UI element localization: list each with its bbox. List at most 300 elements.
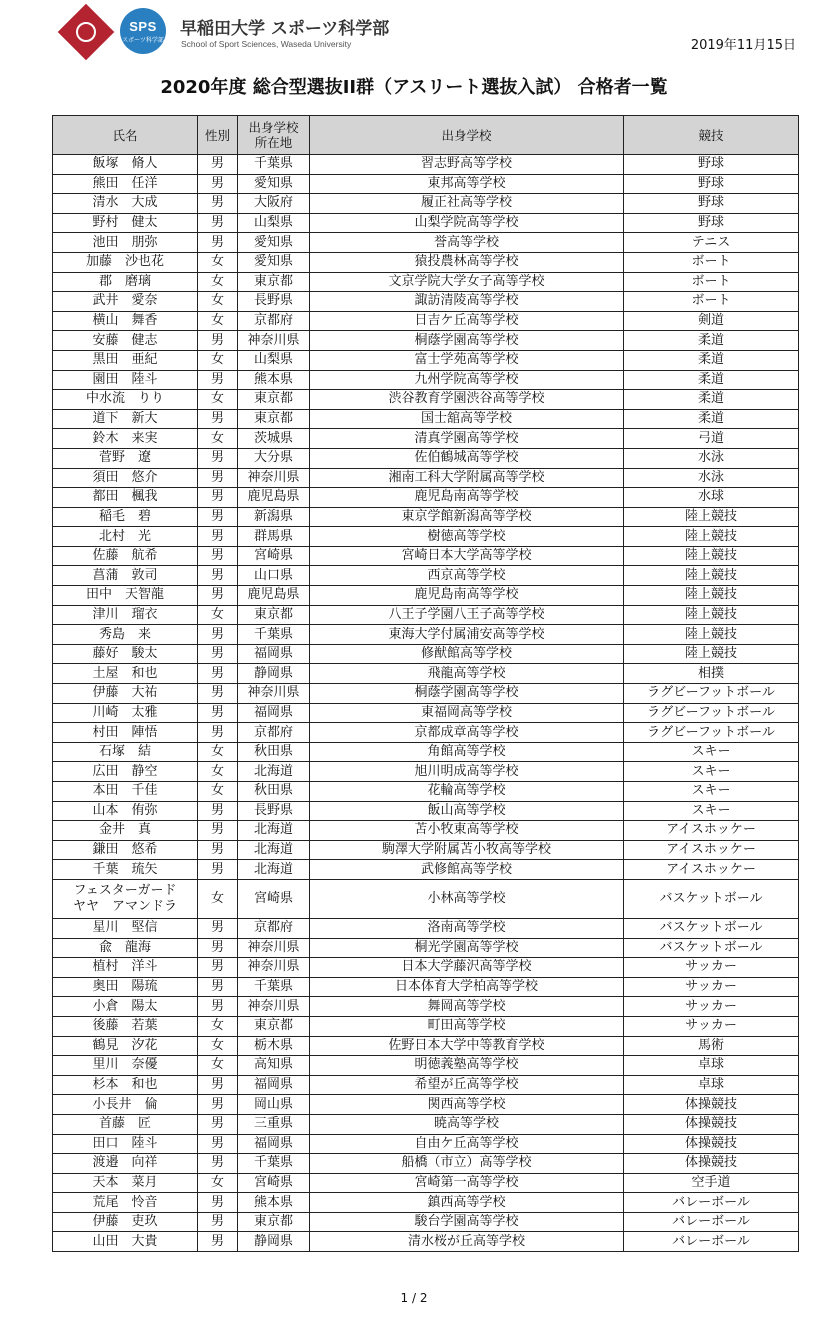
cell-school: 飯山高等学校 xyxy=(310,801,624,821)
cell-name: 首藤 匠 xyxy=(53,1114,198,1134)
cell-school: 東京学館新潟高等学校 xyxy=(310,507,624,527)
table-row xyxy=(53,879,799,918)
cell-school: 角館高等学校 xyxy=(310,742,624,762)
cell-region: 北海道 xyxy=(238,860,310,880)
cell-gender: 男 xyxy=(198,174,238,194)
cell-sport: 剣道 xyxy=(624,311,799,331)
table-row xyxy=(53,625,799,645)
cell-gender: 男 xyxy=(198,468,238,488)
cell-school: 佐伯鶴城高等学校 xyxy=(310,448,624,468)
cell-gender: 男 xyxy=(198,233,238,253)
table-row xyxy=(53,370,799,390)
cell-region: 福岡県 xyxy=(238,1134,310,1154)
cell-school: 湘南工科大学附属高等学校 xyxy=(310,468,624,488)
col-header-gender: 性別 xyxy=(198,116,238,155)
cell-gender: 男 xyxy=(198,409,238,429)
cell-gender: 男 xyxy=(198,1212,238,1232)
cell-gender: 女 xyxy=(198,1056,238,1076)
cell-sport: バスケットボール xyxy=(624,918,799,938)
col-header-sport: 競技 xyxy=(624,116,799,155)
cell-gender: 男 xyxy=(198,507,238,527)
cell-sport: 陸上競技 xyxy=(624,527,799,547)
cell-sport: 野球 xyxy=(624,213,799,233)
cell-school: 暁高等学校 xyxy=(310,1114,624,1134)
cell-region: 鹿児島県 xyxy=(238,488,310,508)
cell-region: 東京都 xyxy=(238,390,310,410)
cell-name: 野村 健太 xyxy=(53,213,198,233)
cell-school: 旭川明成高等学校 xyxy=(310,762,624,782)
cell-school: 飛龍高等学校 xyxy=(310,664,624,684)
cell-sport: バスケットボール xyxy=(624,938,799,958)
table-row xyxy=(53,1095,799,1115)
cell-name: 植村 洋斗 xyxy=(53,958,198,978)
cell-region: 京都府 xyxy=(238,918,310,938)
cell-school: 宮崎日本大学高等学校 xyxy=(310,546,624,566)
cell-region: 東京都 xyxy=(238,409,310,429)
table-row xyxy=(53,1173,799,1193)
cell-region: 愛知県 xyxy=(238,233,310,253)
university-name: 早稲田大学 スポーツ科学部 xyxy=(180,19,390,39)
admissions-table xyxy=(52,115,799,1252)
cell-school: 鹿児島南高等学校 xyxy=(310,586,624,606)
cell-name: 藤好 駿太 xyxy=(53,644,198,664)
cell-name: 中水流 りり xyxy=(53,390,198,410)
cell-gender: 男 xyxy=(198,938,238,958)
cell-gender: 男 xyxy=(198,213,238,233)
cell-sport: バスケットボール xyxy=(624,879,799,918)
cell-gender: 女 xyxy=(198,390,238,410)
cell-school: 苫小牧東高等学校 xyxy=(310,821,624,841)
cell-school: 船橋（市立）高等学校 xyxy=(310,1154,624,1174)
cell-name: 本田 千佳 xyxy=(53,782,198,802)
table-row xyxy=(53,801,799,821)
cell-region: 山梨県 xyxy=(238,350,310,370)
cell-name: 山田 大貴 xyxy=(53,1232,198,1252)
cell-gender: 女 xyxy=(198,252,238,272)
cell-region: 千葉県 xyxy=(238,1154,310,1174)
cell-school: 宮崎第一高等学校 xyxy=(310,1173,624,1193)
cell-school: 鎮西高等学校 xyxy=(310,1193,624,1213)
cell-name: フェスターガード ヤヤ アマンドラ xyxy=(53,879,198,918)
cell-school: 渋谷教育学園渋谷高等学校 xyxy=(310,390,624,410)
cell-region: 福岡県 xyxy=(238,703,310,723)
cell-name: 飯塚 脩人 xyxy=(53,155,198,175)
cell-school: 駿台学園高等学校 xyxy=(310,1212,624,1232)
cell-gender: 男 xyxy=(198,1232,238,1252)
cell-region: 東京都 xyxy=(238,272,310,292)
table-row xyxy=(53,311,799,331)
cell-sport: スキー xyxy=(624,742,799,762)
cell-school: 洛南高等学校 xyxy=(310,918,624,938)
cell-school: 武修館高等学校 xyxy=(310,860,624,880)
cell-gender: 男 xyxy=(198,1075,238,1095)
cell-school: 京都成章高等学校 xyxy=(310,723,624,743)
cell-region: 京都府 xyxy=(238,723,310,743)
cell-region: 鹿児島県 xyxy=(238,586,310,606)
cell-name: 伊藤 吏玖 xyxy=(53,1212,198,1232)
waseda-crest-icon xyxy=(58,4,115,61)
cell-gender: 男 xyxy=(198,664,238,684)
cell-region: 宮崎県 xyxy=(238,879,310,918)
cell-school: 日吉ケ丘高等学校 xyxy=(310,311,624,331)
cell-gender: 男 xyxy=(198,1134,238,1154)
table-row xyxy=(53,448,799,468)
cell-name: 熊田 任洋 xyxy=(53,174,198,194)
table-row xyxy=(53,429,799,449)
cell-gender: 女 xyxy=(198,292,238,312)
cell-sport: 陸上競技 xyxy=(624,644,799,664)
cell-school: 樹徳高等学校 xyxy=(310,527,624,547)
table-row xyxy=(53,762,799,782)
cell-sport: スキー xyxy=(624,762,799,782)
cell-region: 宮崎県 xyxy=(238,546,310,566)
cell-name: 郡 磨璃 xyxy=(53,272,198,292)
table-row xyxy=(53,527,799,547)
cell-region: 千葉県 xyxy=(238,625,310,645)
cell-school: 西京高等学校 xyxy=(310,566,624,586)
cell-sport: 柔道 xyxy=(624,331,799,351)
cell-gender: 男 xyxy=(198,918,238,938)
cell-sport: 水泳 xyxy=(624,448,799,468)
cell-name: 黒田 亜紀 xyxy=(53,350,198,370)
cell-name: 都田 楓我 xyxy=(53,488,198,508)
cell-sport: 陸上競技 xyxy=(624,625,799,645)
cell-name: 安藤 健志 xyxy=(53,331,198,351)
table-row xyxy=(53,1114,799,1134)
cell-school: 誉高等学校 xyxy=(310,233,624,253)
cell-region: 東京都 xyxy=(238,1016,310,1036)
cell-sport: テニス xyxy=(624,233,799,253)
cell-region: 茨城県 xyxy=(238,429,310,449)
table-row xyxy=(53,194,799,214)
cell-gender: 男 xyxy=(198,488,238,508)
cell-school: 桐蔭学園高等学校 xyxy=(310,684,624,704)
table-row xyxy=(53,684,799,704)
table-row xyxy=(53,546,799,566)
cell-school: 東海大学付属浦安高等学校 xyxy=(310,625,624,645)
cell-name: 小倉 陽太 xyxy=(53,997,198,1017)
table-row xyxy=(53,840,799,860)
cell-school: 清水桜が丘高等学校 xyxy=(310,1232,624,1252)
cell-region: 大阪府 xyxy=(238,194,310,214)
table-row xyxy=(53,703,799,723)
table-header-row xyxy=(53,116,799,155)
cell-school: 日本大学藤沢高等学校 xyxy=(310,958,624,978)
cell-school: 清真学園高等学校 xyxy=(310,429,624,449)
cell-sport: ラグビーフットボール xyxy=(624,684,799,704)
cell-sport: 体操競技 xyxy=(624,1095,799,1115)
cell-name: 道下 新大 xyxy=(53,409,198,429)
table-row xyxy=(53,958,799,978)
cell-sport: 陸上競技 xyxy=(624,507,799,527)
table-row xyxy=(53,488,799,508)
cell-region: 福岡県 xyxy=(238,1075,310,1095)
cell-name: 杉本 和也 xyxy=(53,1075,198,1095)
cell-sport: 水球 xyxy=(624,488,799,508)
cell-name: 田中 天智龍 xyxy=(53,586,198,606)
cell-region: 山梨県 xyxy=(238,213,310,233)
cell-name: 稲毛 碧 xyxy=(53,507,198,527)
cell-sport: スキー xyxy=(624,782,799,802)
cell-name: 佐藤 航希 xyxy=(53,546,198,566)
table-row xyxy=(53,350,799,370)
cell-sport: バレーボール xyxy=(624,1193,799,1213)
cell-name: 奥田 陽琉 xyxy=(53,977,198,997)
cell-name: 北村 光 xyxy=(53,527,198,547)
table-row xyxy=(53,252,799,272)
cell-sport: アイスホッケー xyxy=(624,860,799,880)
cell-name: 秀島 来 xyxy=(53,625,198,645)
cell-sport: ボート xyxy=(624,292,799,312)
cell-region: 神奈川県 xyxy=(238,997,310,1017)
table-row xyxy=(53,272,799,292)
cell-region: 神奈川県 xyxy=(238,938,310,958)
cell-region: 山口県 xyxy=(238,566,310,586)
cell-name: 須田 悠介 xyxy=(53,468,198,488)
table-row xyxy=(53,664,799,684)
cell-region: 東京都 xyxy=(238,1212,310,1232)
cell-school: 舞岡高等学校 xyxy=(310,997,624,1017)
cell-region: 北海道 xyxy=(238,821,310,841)
cell-school: 猿投農林高等学校 xyxy=(310,252,624,272)
cell-sport: 体操競技 xyxy=(624,1134,799,1154)
cell-region: 新潟県 xyxy=(238,507,310,527)
cell-sport: 陸上競技 xyxy=(624,566,799,586)
table-row xyxy=(53,390,799,410)
cell-school: 桐蔭学園高等学校 xyxy=(310,331,624,351)
table-row xyxy=(53,507,799,527)
cell-name: 広田 静空 xyxy=(53,762,198,782)
cell-sport: 野球 xyxy=(624,155,799,175)
page-title: 2020年度 総合型選抜II群（アスリート選抜入試） 合格者一覧 xyxy=(160,77,668,98)
cell-gender: 男 xyxy=(198,860,238,880)
cell-region: 長野県 xyxy=(238,292,310,312)
cell-sport: 野球 xyxy=(624,174,799,194)
cell-sport: 陸上競技 xyxy=(624,546,799,566)
table-row xyxy=(53,566,799,586)
cell-region: 静岡県 xyxy=(238,664,310,684)
cell-region: 東京都 xyxy=(238,605,310,625)
cell-name: 里川 奈優 xyxy=(53,1056,198,1076)
cell-name: 菅野 遼 xyxy=(53,448,198,468)
cell-sport: ラグビーフットボール xyxy=(624,703,799,723)
cell-name: 兪 龍海 xyxy=(53,938,198,958)
cell-gender: 男 xyxy=(198,801,238,821)
cell-gender: 男 xyxy=(198,155,238,175)
cell-sport: ラグビーフットボール xyxy=(624,723,799,743)
cell-name: 横山 舞香 xyxy=(53,311,198,331)
cell-region: 静岡県 xyxy=(238,1232,310,1252)
cell-school: 八王子学園八王子高等学校 xyxy=(310,605,624,625)
cell-gender: 男 xyxy=(198,625,238,645)
cell-school: 習志野高等学校 xyxy=(310,155,624,175)
cell-region: 愛知県 xyxy=(238,174,310,194)
table-row xyxy=(53,409,799,429)
table-row xyxy=(53,644,799,664)
table-row xyxy=(53,723,799,743)
cell-gender: 男 xyxy=(198,958,238,978)
cell-sport: バレーボール xyxy=(624,1212,799,1232)
cell-gender: 男 xyxy=(198,586,238,606)
cell-region: 千葉県 xyxy=(238,977,310,997)
cell-region: 北海道 xyxy=(238,762,310,782)
col-header-region: 出身学校 所在地 xyxy=(238,116,310,155)
table-row xyxy=(53,233,799,253)
table-row xyxy=(53,938,799,958)
cell-sport: スキー xyxy=(624,801,799,821)
cell-school: 小林高等学校 xyxy=(310,879,624,918)
table-row xyxy=(53,174,799,194)
cell-name: 村田 陣悟 xyxy=(53,723,198,743)
document-date: 2019年11月15日 xyxy=(690,38,796,53)
cell-name: 金井 真 xyxy=(53,821,198,841)
cell-sport: 柔道 xyxy=(624,350,799,370)
cell-gender: 男 xyxy=(198,840,238,860)
cell-region: 秋田県 xyxy=(238,742,310,762)
cell-sport: 陸上競技 xyxy=(624,586,799,606)
cell-sport: 空手道 xyxy=(624,1173,799,1193)
cell-gender: 男 xyxy=(198,821,238,841)
cell-name: 田口 陸斗 xyxy=(53,1134,198,1154)
university-subtitle: School of Sport Sciences, Waseda University xyxy=(181,39,352,49)
cell-sport: 卓球 xyxy=(624,1056,799,1076)
cell-region: 神奈川県 xyxy=(238,331,310,351)
cell-region: 栃木県 xyxy=(238,1036,310,1056)
cell-name: 小長井 倫 xyxy=(53,1095,198,1115)
cell-gender: 男 xyxy=(198,684,238,704)
cell-name: 土屋 和也 xyxy=(53,664,198,684)
cell-school: 佐野日本大学中等教育学校 xyxy=(310,1036,624,1056)
cell-region: 北海道 xyxy=(238,840,310,860)
cell-school: 駒澤大学附属苫小牧高等学校 xyxy=(310,840,624,860)
table-row xyxy=(53,331,799,351)
cell-name: 渡邉 向祥 xyxy=(53,1154,198,1174)
cell-sport: 水泳 xyxy=(624,468,799,488)
cell-sport: 柔道 xyxy=(624,390,799,410)
cell-gender: 男 xyxy=(198,370,238,390)
cell-sport: 相撲 xyxy=(624,664,799,684)
col-header-name: 氏名 xyxy=(53,116,198,155)
cell-sport: アイスホッケー xyxy=(624,840,799,860)
cell-school: 諏訪清陵高等学校 xyxy=(310,292,624,312)
cell-region: 大分県 xyxy=(238,448,310,468)
cell-name: 鈴木 来実 xyxy=(53,429,198,449)
cell-name: 加藤 沙也花 xyxy=(53,252,198,272)
cell-school: 履正社高等学校 xyxy=(310,194,624,214)
table-row xyxy=(53,1036,799,1056)
cell-gender: 男 xyxy=(198,1193,238,1213)
cell-name: 天本 菜月 xyxy=(53,1173,198,1193)
cell-school: 富士学苑高等学校 xyxy=(310,350,624,370)
cell-school: 九州学院高等学校 xyxy=(310,370,624,390)
cell-name: 伊藤 大祐 xyxy=(53,684,198,704)
cell-gender: 女 xyxy=(198,1173,238,1193)
cell-gender: 女 xyxy=(198,429,238,449)
cell-school: 日本体育大学柏高等学校 xyxy=(310,977,624,997)
table-row xyxy=(53,468,799,488)
cell-region: 千葉県 xyxy=(238,155,310,175)
cell-region: 福岡県 xyxy=(238,644,310,664)
cell-gender: 男 xyxy=(198,977,238,997)
page-header xyxy=(0,0,828,70)
cell-sport: 弓道 xyxy=(624,429,799,449)
cell-region: 熊本県 xyxy=(238,1193,310,1213)
col-header-school: 出身学校 xyxy=(310,116,624,155)
cell-sport: アイスホッケー xyxy=(624,821,799,841)
table-row xyxy=(53,821,799,841)
table-row xyxy=(53,1232,799,1252)
cell-gender: 男 xyxy=(198,527,238,547)
table-row xyxy=(53,742,799,762)
cell-region: 群馬県 xyxy=(238,527,310,547)
cell-region: 愛知県 xyxy=(238,252,310,272)
cell-gender: 女 xyxy=(198,1016,238,1036)
table-row xyxy=(53,918,799,938)
cell-gender: 男 xyxy=(198,194,238,214)
cell-gender: 男 xyxy=(198,1095,238,1115)
cell-sport: サッカー xyxy=(624,958,799,978)
cell-sport: 体操競技 xyxy=(624,1114,799,1134)
cell-school: 自由ケ丘高等学校 xyxy=(310,1134,624,1154)
cell-school: 希望が丘高等学校 xyxy=(310,1075,624,1095)
table-row xyxy=(53,997,799,1017)
cell-name: 池田 朋弥 xyxy=(53,233,198,253)
cell-gender: 女 xyxy=(198,272,238,292)
cell-school: 鹿児島南高等学校 xyxy=(310,488,624,508)
cell-school: 桐光学園高等学校 xyxy=(310,938,624,958)
cell-name: 千葉 琉矢 xyxy=(53,860,198,880)
cell-gender: 男 xyxy=(198,1154,238,1174)
cell-gender: 男 xyxy=(198,1114,238,1134)
table-row xyxy=(53,1154,799,1174)
table-row xyxy=(53,605,799,625)
cell-school: 関西高等学校 xyxy=(310,1095,624,1115)
cell-gender: 女 xyxy=(198,879,238,918)
cell-name: 清水 大成 xyxy=(53,194,198,214)
cell-name: 川崎 太雅 xyxy=(53,703,198,723)
table-row xyxy=(53,586,799,606)
cell-region: 長野県 xyxy=(238,801,310,821)
cell-school: 文京学院大学女子高等学校 xyxy=(310,272,624,292)
cell-school: 明徳義塾高等学校 xyxy=(310,1056,624,1076)
cell-gender: 女 xyxy=(198,742,238,762)
sps-logo xyxy=(120,8,166,54)
cell-region: 熊本県 xyxy=(238,370,310,390)
cell-gender: 男 xyxy=(198,546,238,566)
table-row xyxy=(53,977,799,997)
cell-school: 国士舘高等学校 xyxy=(310,409,624,429)
cell-sport: バレーボール xyxy=(624,1232,799,1252)
cell-school: 山梨学院高等学校 xyxy=(310,213,624,233)
cell-name: 後藤 若葉 xyxy=(53,1016,198,1036)
cell-name: 石塚 結 xyxy=(53,742,198,762)
cell-gender: 女 xyxy=(198,311,238,331)
cell-gender: 男 xyxy=(198,566,238,586)
cell-school: 東福岡高等学校 xyxy=(310,703,624,723)
cell-sport: 陸上競技 xyxy=(624,605,799,625)
cell-region: 岡山県 xyxy=(238,1095,310,1115)
cell-gender: 女 xyxy=(198,1036,238,1056)
table-row xyxy=(53,1075,799,1095)
cell-sport: 卓球 xyxy=(624,1075,799,1095)
sps-logo-sub: スポーツ科学部 xyxy=(122,37,164,44)
cell-school: 修猷館高等学校 xyxy=(310,644,624,664)
table-row xyxy=(53,860,799,880)
cell-name: 星川 堅信 xyxy=(53,918,198,938)
cell-sport: サッカー xyxy=(624,997,799,1017)
cell-sport: サッカー xyxy=(624,977,799,997)
cell-name: 山本 侑弥 xyxy=(53,801,198,821)
